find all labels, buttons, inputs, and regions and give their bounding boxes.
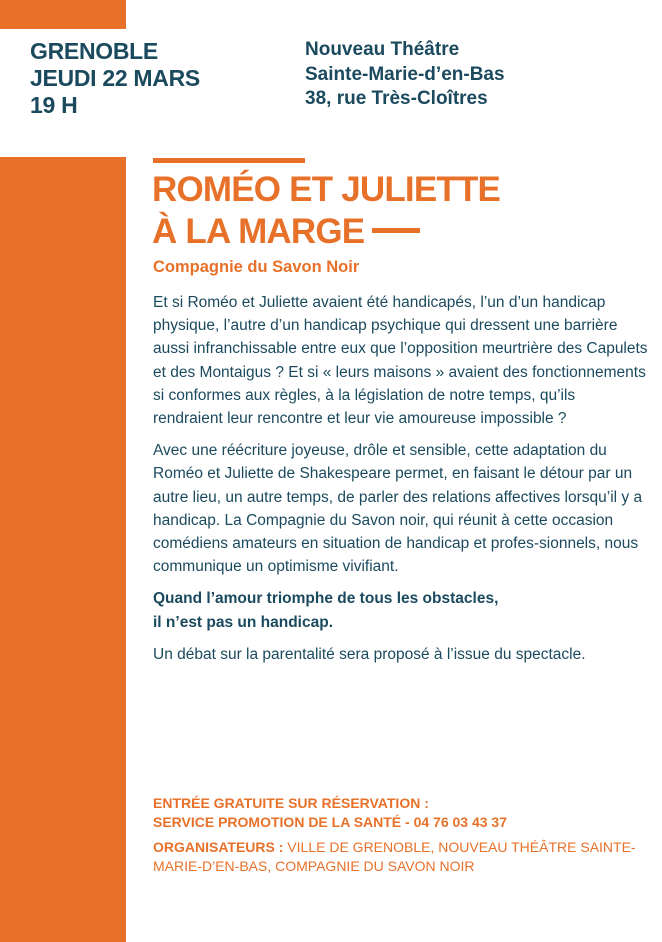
venue-name-2: Sainte-Marie-d’en-Bas bbox=[305, 63, 505, 85]
company-name: Compagnie du Savon Noir bbox=[153, 258, 360, 276]
organizers-label: ORGANISATEURS : bbox=[153, 839, 284, 855]
quote-line1: Quand l’amour triomphe de tous les obstacles, bbox=[153, 590, 499, 608]
practical-info bbox=[153, 794, 648, 882]
event-city: GRENOBLE bbox=[30, 38, 158, 64]
show-title bbox=[152, 169, 500, 253]
event-venue bbox=[305, 38, 505, 112]
orange-band-top bbox=[0, 0, 126, 29]
venue-name: Nouveau Théâtre bbox=[305, 39, 460, 60]
title-dash bbox=[372, 228, 420, 233]
show-title-line2: À LA MARGE bbox=[152, 212, 365, 251]
description-paragraph-2: Avec une réécriture joyeuse, drôle et sensible, cette adaptation du Roméo et Juliette de Shakespeare permet, en faisant le détour par un autre lieu, un autre temps, de parler des relations affectives lorsqu’il y a handicap. La Compagnie du Savon noir, qui réunit à cette occasion comédiens amateurs en situation de handicap et profes-sionnels, nous communique un optimisme vivifiant. bbox=[153, 442, 643, 576]
description-paragraph-1: Et si Roméo et Juliette avaient été handicapés, l’un d’un handicap physique, l’autre d’un handicap psychique qui dressent une barrière aussi infranchissable entre eux que l’opposition meurtrière des Capulets et des Montaigus ? Et si « leurs maisons » avaient des fonctionnements si conformes aux règles, à la législation de notre temps, qu’ils rendraient leur rencontre et leur vie amoureuse impossible ? bbox=[153, 294, 648, 428]
orange-band-left bbox=[0, 157, 126, 942]
event-date: JEUDI 22 MARS bbox=[30, 65, 200, 91]
quote bbox=[153, 587, 648, 633]
event-time: 19 H bbox=[30, 92, 78, 118]
venue-address: 38, rue Très-Cloîtres bbox=[305, 88, 488, 109]
quote-line2: il n’est pas un handicap. bbox=[153, 613, 334, 631]
description-paragraph-3: Un débat sur la parentalité sera proposé à l’issue du spectacle. bbox=[153, 645, 586, 663]
entry-line1: ENTRÉE GRATUITE SUR RÉSERVATION : bbox=[153, 795, 429, 811]
entry-info bbox=[153, 794, 648, 832]
event-when bbox=[30, 38, 200, 119]
title-rule bbox=[153, 158, 305, 163]
organizers-value: VILLE DE GRENOBLE, NOUVEAU THÉÂTRE SAINTE-MARIE-D’EN-BAS, COMPAGNIE DU SAVON NOIR bbox=[153, 839, 636, 874]
organizers bbox=[153, 838, 648, 876]
entry-line2: SERVICE PROMOTION DE LA SANTÉ - 04 76 03 43 37 bbox=[153, 814, 507, 830]
description bbox=[153, 291, 648, 675]
show-title-line1: ROMÉO ET JULIETTE bbox=[152, 170, 501, 209]
